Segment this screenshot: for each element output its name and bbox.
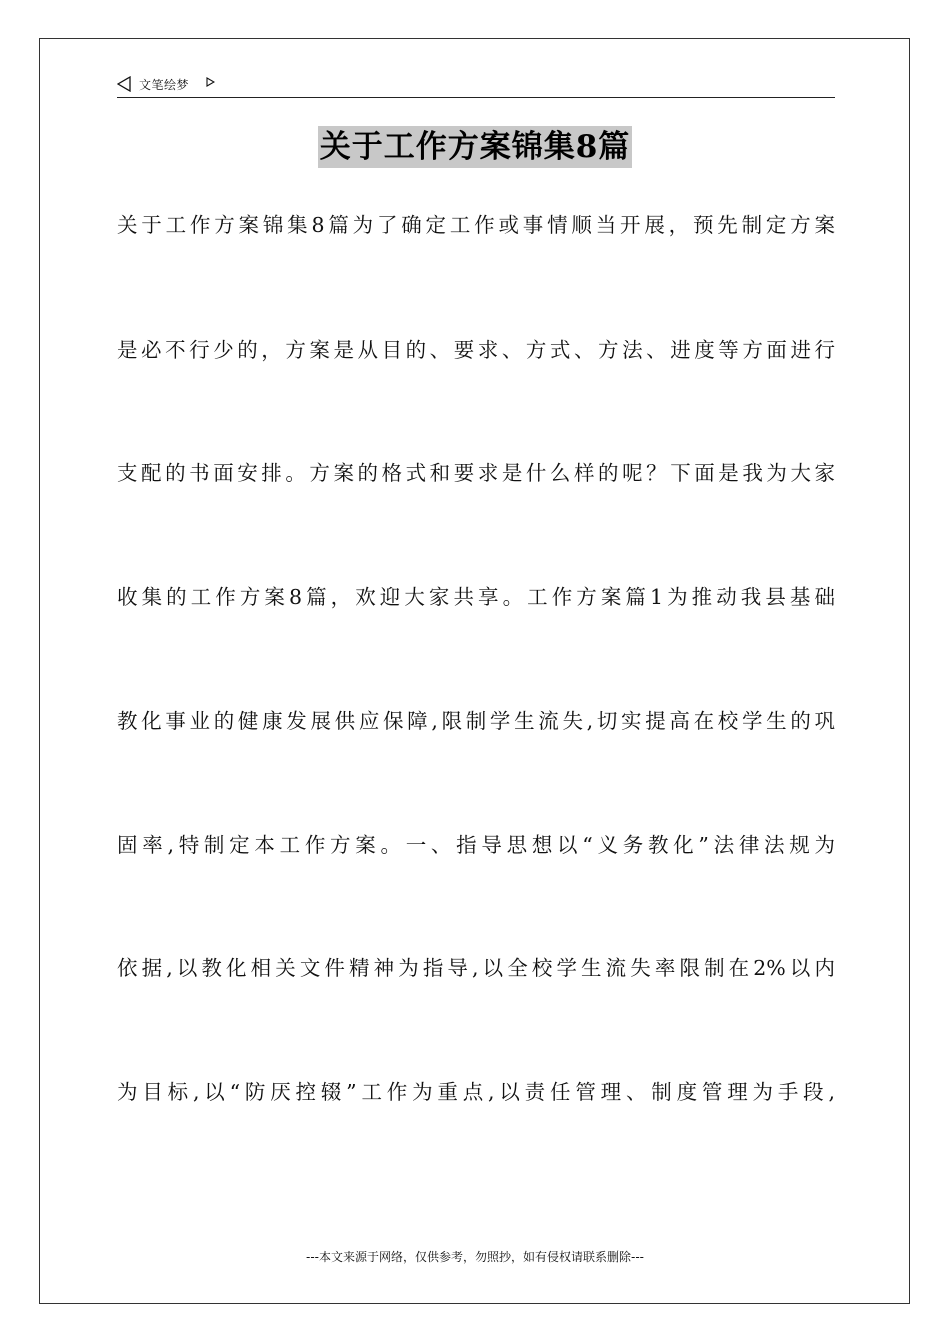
body-line-4: 收集的工作方案8篇，欢迎大家共享。工作方案篇1为推动我县基础: [117, 585, 835, 609]
title-container: [0, 126, 950, 168]
header-brand: 文笔绘梦: [139, 78, 190, 92]
footer-notice: ---本文来源于网络，仅供参考，勿照抄，如有侵权请联系删除---: [306, 1250, 644, 1264]
triangle-right-icon: [206, 77, 215, 87]
triangle-left-icon: [117, 76, 131, 92]
body-line-5: 教化事业的健康发展供应保障,限制学生流失,切实提高在校学生的巩: [117, 709, 835, 733]
body-line-7: 依据,以教化相关文件精神为指导,以全校学生流失率限制在2%以内: [117, 956, 835, 980]
body-line-1: 关于工作方案锦集8篇为了确定工作或事情顺当开展，预先制定方案: [117, 213, 835, 237]
document-title: 关于工作方案锦集8篇: [318, 126, 633, 168]
page-header: [117, 72, 835, 98]
body-line-8: 为目标,以“防厌控辍”工作为重点,以责任管理、制度管理为手段,: [117, 1080, 835, 1104]
body-line-6: 固率,特制定本工作方案。一、指导思想以“义务教化”法律法规为: [117, 833, 835, 857]
body-line-2: 是必不行少的，方案是从目的、要求、方式、方法、进度等方面进行: [117, 338, 835, 362]
body-line-3: 支配的书面安排。方案的格式和要求是什么样的呢？下面是我为大家: [117, 461, 835, 485]
